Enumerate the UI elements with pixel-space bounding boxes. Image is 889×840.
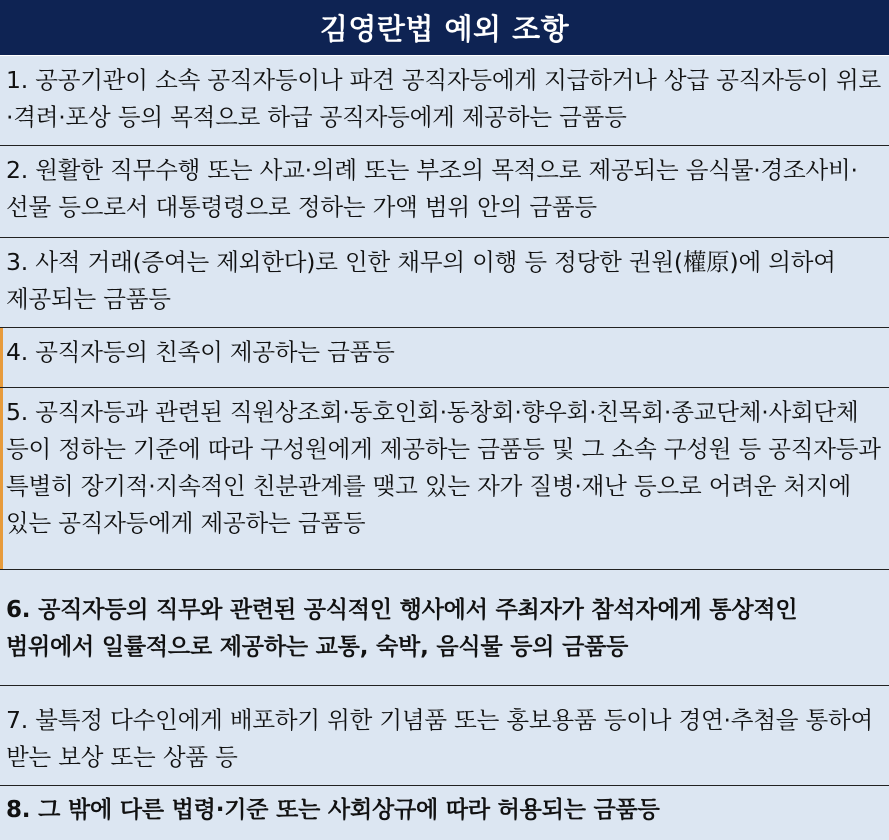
table-row [0,328,889,388]
table-row [0,146,889,238]
row-text: 1. 공공기관이 소속 공직자등이나 파견 공직자등에게 지급하거나 상급 공직자등이 위로·격려·포상 등의 목적으로 하급 공직자등에게 제공하는 금품등 [6,66,881,131]
accent-marker [0,328,3,387]
table-row [0,686,889,786]
accent-marker [0,388,3,569]
table-row [0,388,889,570]
row-text: 2. 원활한 직무수행 또는 사교·의례 또는 부조의 목적으로 제공되는 음식물·경조사비·선물 등으로서 대통령령으로 정하는 가액 범위 안의 금품등 [6,156,858,221]
table-row-highlighted [0,570,889,686]
table-row-highlighted [0,786,889,840]
row-text: 7. 불특정 다수인에게 배포하기 위한 기념품 또는 홍보용품 등이나 경연·추첨을 통하여 받는 보상 또는 상품 등 [6,706,874,771]
table-title: 김영란법 예외 조항 [0,0,889,56]
table-row [0,238,889,328]
row-text: 8. 그 밖에 다른 법령·기준 또는 사회상규에 따라 허용되는 금품등 [6,797,660,823]
row-text: 5. 공직자등과 관련된 직원상조회·동호인회·동창회·향우회·친목회·종교단체·사회단체 등이 정하는 기준에 따라 구성원에게 제공하는 금품등 및 그 소속 구성원 등 공직자등과 특별히 장기적·지속적인 친분관계를 맺고 있는 자가 질병·재난 등으로 어려운 처지에 있는 공직자등에게 제공하는 금품등 [6,398,881,537]
table-row [0,56,889,146]
row-text: 3. 사적 거래(증여는 제외한다)로 인한 채무의 이행 등 정당한 권원(權原)에 의하여 제공되는 금품등 [6,248,836,313]
row-text: 6. 공직자등의 직무와 관련된 공식적인 행사에서 주최자가 참석자에게 통상적인 범위에서 일률적으로 제공하는 교통, 숙박, 음식물 등의 금품등 [6,597,798,660]
row-text: 4. 공직자등의 친족이 제공하는 금품등 [6,338,395,366]
